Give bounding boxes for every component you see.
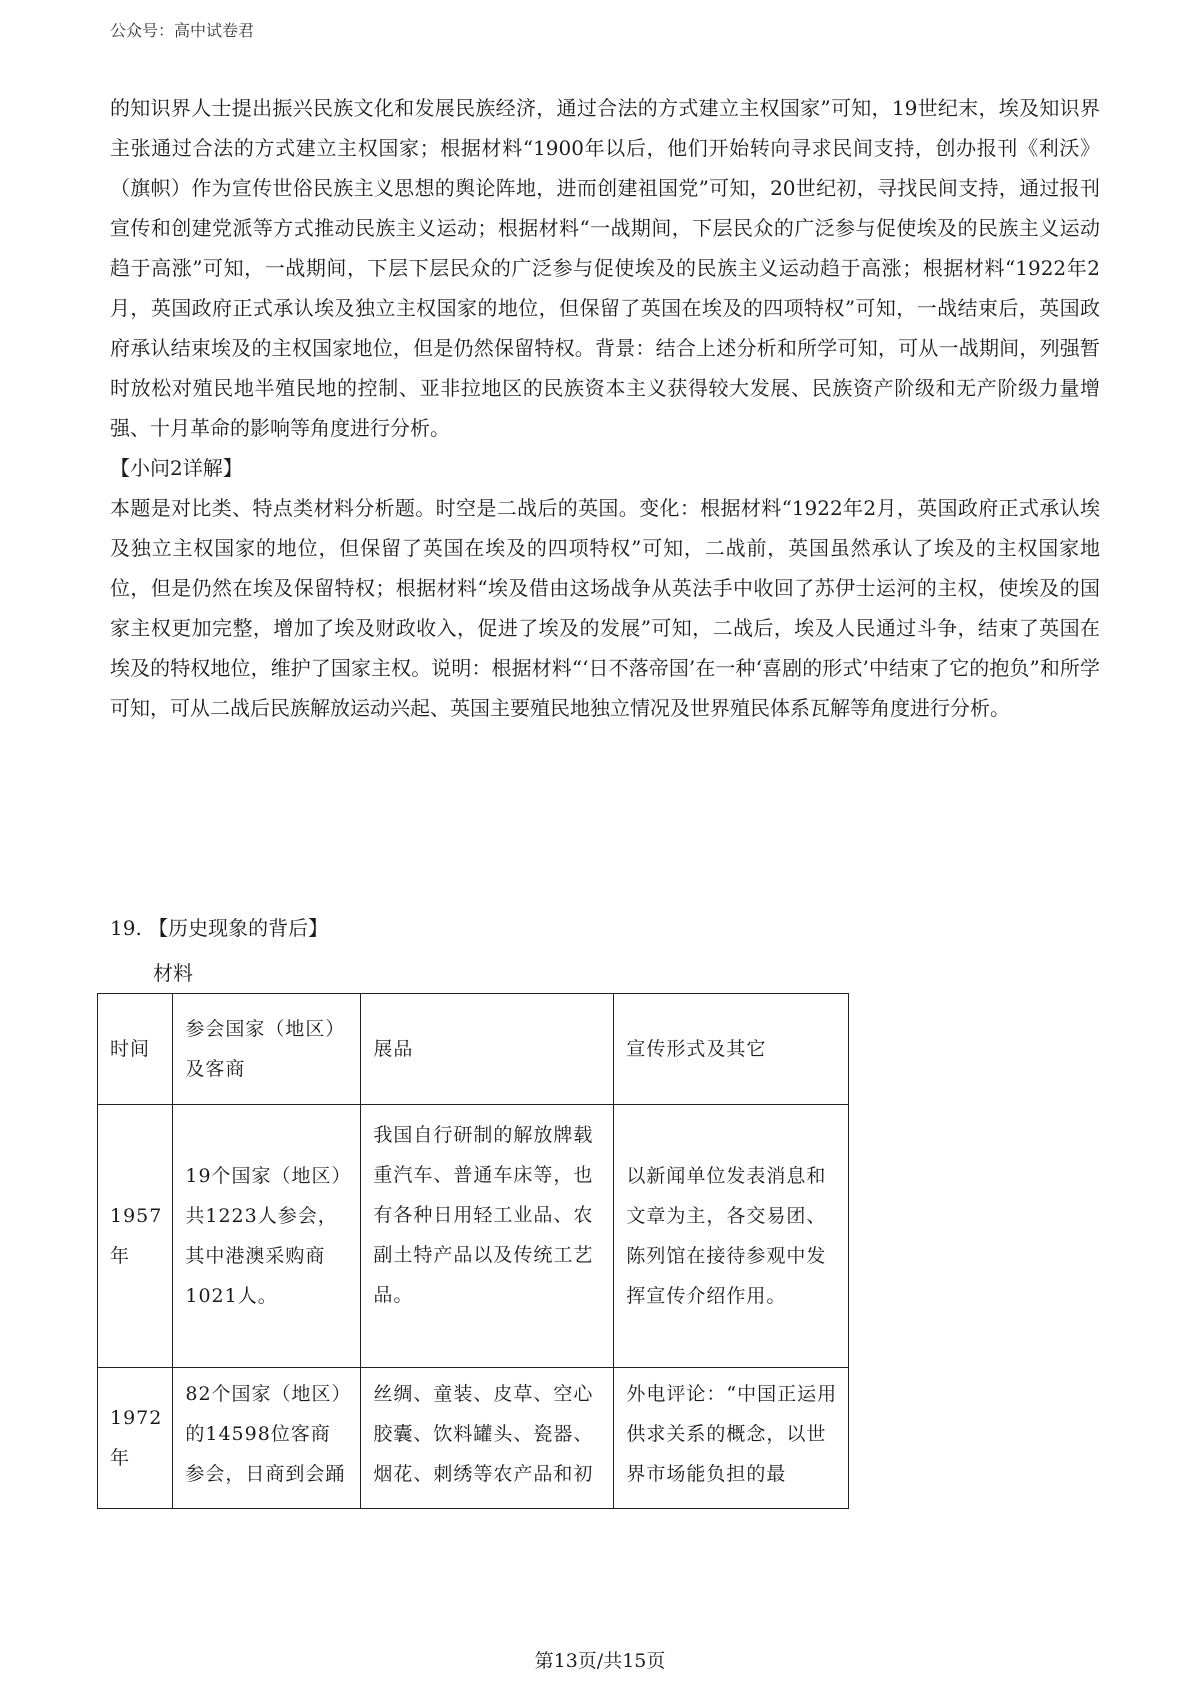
table-row: [98, 1105, 849, 1368]
table-cell: 以新闻单位发表消息和文章为主，各交易团、陈列馆在接待参观中发挥宣传介绍作用。: [614, 1105, 849, 1368]
table-cell: 1972年: [98, 1368, 173, 1509]
material-table: [97, 993, 849, 1509]
table-header-cell: 展品: [361, 994, 614, 1105]
paragraph: 的知识界人士提出振兴民族文化和发展民族经济，通过合法的方式建立主权国家”可知，19世纪末，埃及知识界主张通过合法的方式建立主权国家；根据材料“1900年以后，他们开始转向寻求民间支持，创办报刊《利沃》（旗帜）作为宣传世俗民族主义思想的舆论阵地，进而创建祖国党”可知，20世纪初，寻找民间支持，通过报刊宣传和创建党派等方式推动民族主义运动；根据材料“一战期间，下层民众的广泛参与促使埃及的民族主义运动趋于高涨”可知，一战期间，下层下层民众的广泛参与促使埃及的民族主义运动趋于高涨；根据材料“1922年2月，英国政府正式承认埃及独立主权国家的地位，但保留了英国在埃及的四项特权”可知，一战结束后，英国政府承认结束埃及的主权国家地位，但是仍然保留特权。背景：结合上述分析和所学可知，可从一战期间，列强暂时放松对殖民地半殖民地的控制、亚非拉地区的民族资本主义获得较大发展、民族资产阶级和无产阶级力量增强、十月革命的影响等角度进行分析。: [110, 96, 1100, 440]
material-label: 材料: [153, 961, 193, 985]
table-cell: 1957年: [98, 1105, 173, 1368]
table-header-cell: 时间: [98, 994, 173, 1105]
table-cell: 丝绸、童装、皮草、空心胶囊、饮料罐头、瓷器、烟花、刺绣等农产品和初: [361, 1368, 614, 1509]
table-cell: 我国自行研制的解放牌载重汽车、普通车床等，也有各种日用轻工业品、农副土特产品以及传统工艺品。: [361, 1105, 614, 1368]
table-header-row: [98, 994, 849, 1105]
page-number: 第13页/共15页: [534, 1650, 666, 1672]
table-header-cell: 参会国家（地区）及客商: [173, 994, 361, 1105]
table-row: [98, 1368, 849, 1509]
question-title: 19. 【历史现象的背后】: [110, 916, 329, 940]
page-header: 公众号：高中试卷君: [110, 21, 255, 40]
answer-explanation: [110, 88, 1100, 728]
table-cell: 外电评论：“中国正运用供求关系的概念，以世界市场能负担的最: [614, 1368, 849, 1509]
table-header-cell: 宣传形式及其它: [614, 994, 849, 1105]
table-cell: 19个国家（地区）共1223人参会，其中港澳采购商1021人。: [173, 1105, 361, 1368]
table-cell: 82个国家（地区）的14598位客商参会，日商到会踊: [173, 1368, 361, 1509]
paragraph: 本题是对比类、特点类材料分析题。时空是二战后的英国。变化：根据材料“1922年2月，英国政府正式承认埃及独立主权国家的地位，但保留了英国在埃及的四项特权”可知，二战前，英国虽然承认了埃及的主权国家地位，但是仍然在埃及保留特权；根据材料“埃及借由这场战争从英法手中收回了苏伊士运河的主权，使埃及的国家主权更加完整，增加了埃及财政收入，促进了埃及的发展”可知，二战后，埃及人民通过斗争，结束了英国在埃及的特权地位，维护了国家主权。说明：根据材料“‘日不落帝国’在一种‘喜剧的形式’中结束了它的抱负”和所学可知，可从二战后民族解放运动兴起、英国主要殖民地独立情况及世界殖民体系瓦解等角度进行分析。: [110, 496, 1100, 720]
subquestion-heading: 【小问2详解】: [110, 456, 243, 480]
